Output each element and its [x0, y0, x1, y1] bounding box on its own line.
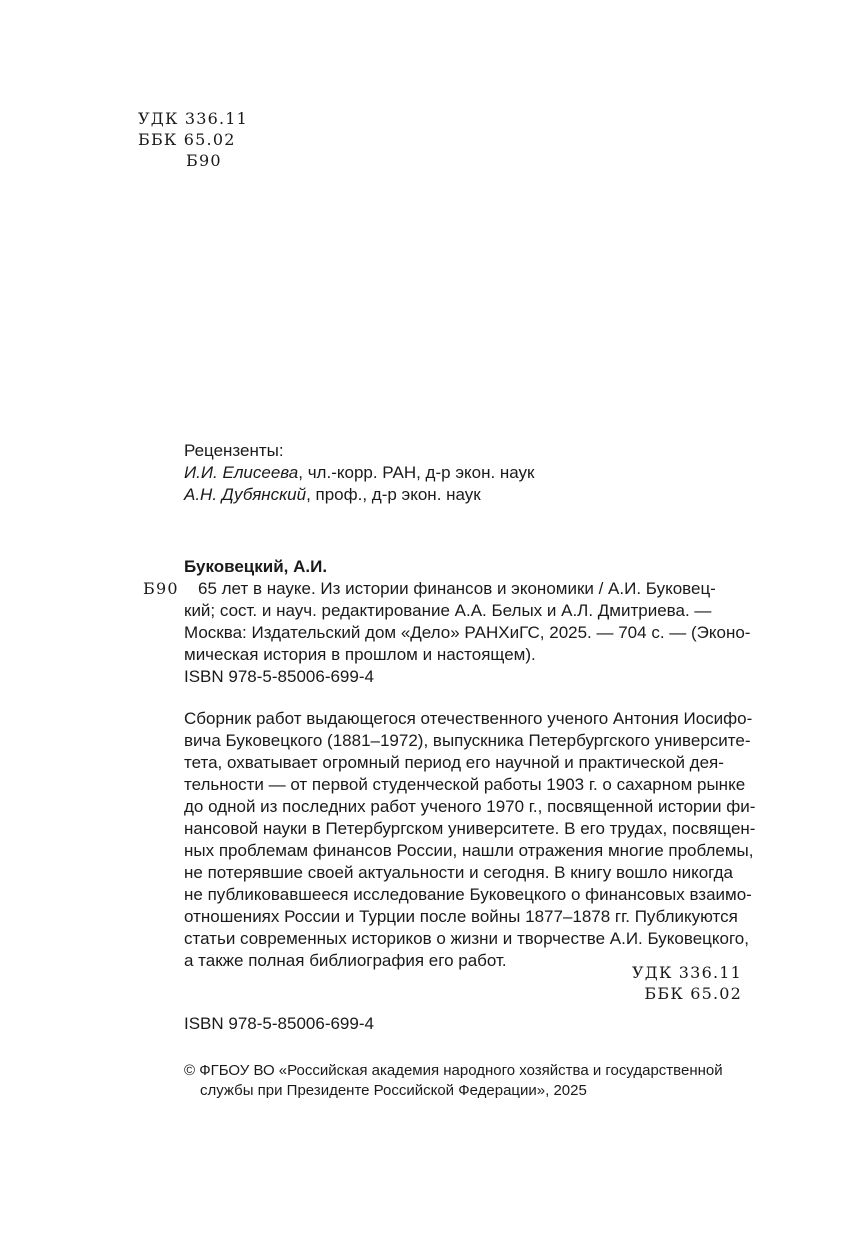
reviewer-credentials: , чл.-корр. РАН, д-р экон. наук	[298, 463, 535, 482]
bibliographic-record	[184, 556, 751, 688]
reviewer-name: А.Н. Дубянский	[184, 485, 307, 504]
bib-line: 65 лет в науке. Из истории финансов и экономики / А.И. Буковец-	[198, 579, 716, 598]
annotation-line: тельности — от первой студенческой работы 1903 г. о сахарном рынке	[184, 775, 746, 794]
bib-line: мическая история в прошлом и настоящем).	[184, 645, 536, 664]
copyright	[184, 1061, 744, 1101]
author-heading: Буковецкий, А.И.	[184, 557, 328, 576]
annotation-line: до одной из последних работ ученого 1970 г., посвященной истории фи-	[184, 797, 756, 816]
udk-code: УДК 336.11	[631, 963, 742, 982]
udk-code: УДК 336.11	[138, 109, 249, 128]
reviewer-line	[184, 462, 744, 484]
side-author-mark: Б90	[143, 579, 179, 598]
bib-line: Москва: Издательский дом «Дело» РАНХиГС, 2025. — 704 с. — (Эконо-	[184, 623, 751, 642]
classification-codes-bottom	[560, 962, 742, 1004]
annotation-line: тета, охватывает огромный период его научной и практической дея-	[184, 753, 724, 772]
annotation-line: отношениях России и Турции после войны 1877–1878 гг. Публикуются	[184, 907, 738, 926]
bib-isbn: ISBN 978-5-85006-699-4	[184, 667, 374, 686]
copyright-line: службы при Президенте Российской Федерации», 2025	[200, 1082, 587, 1099]
bbk-code: ББК 65.02	[644, 984, 742, 1003]
classification-codes-top	[138, 108, 248, 171]
bbk-code: ББК 65.02	[138, 130, 236, 149]
annotation-line: не публиковавшееся исследование Буковецкого о финансовых взаимо-	[184, 885, 752, 904]
copyright-line: © ФГБОУ ВО «Российская академия народного хозяйства и государственной	[184, 1062, 723, 1079]
author-mark: Б90	[186, 151, 222, 170]
annotation-line: вича Буковецкого (1881–1972), выпускника Петербургского университе-	[184, 731, 751, 750]
reviewer-name: И.И. Елисеева	[184, 463, 299, 482]
isbn: ISBN 978-5-85006-699-4	[184, 1014, 374, 1033]
reviewers-block	[184, 440, 744, 506]
annotation-line: ных проблемам финансов России, нашли отражения многие проблемы,	[184, 841, 754, 860]
annotation-line: статьи современных историков о жизни и творчестве А.И. Буковецкого,	[184, 929, 749, 948]
reviewers-heading: Рецензенты:	[184, 441, 284, 460]
annotation-line: Сборник работ выдающегося отечественного ученого Антония Иосифо-	[184, 709, 753, 728]
annotation-line: не потерявшие своей актуальности и сегодня. В книгу вошло никогда	[184, 863, 733, 882]
annotation	[184, 708, 756, 972]
reviewer-line	[184, 484, 744, 506]
annotation-line: а также полная библиография его работ.	[184, 951, 507, 970]
annotation-line: нансовой науки в Петербургском университете. В его трудах, посвящен-	[184, 819, 756, 838]
reviewer-credentials: , проф., д-р экон. наук	[306, 485, 481, 504]
bib-line: кий; сост. и науч. редактирование А.А. Белых и А.Л. Дмитриева. —	[184, 601, 712, 620]
